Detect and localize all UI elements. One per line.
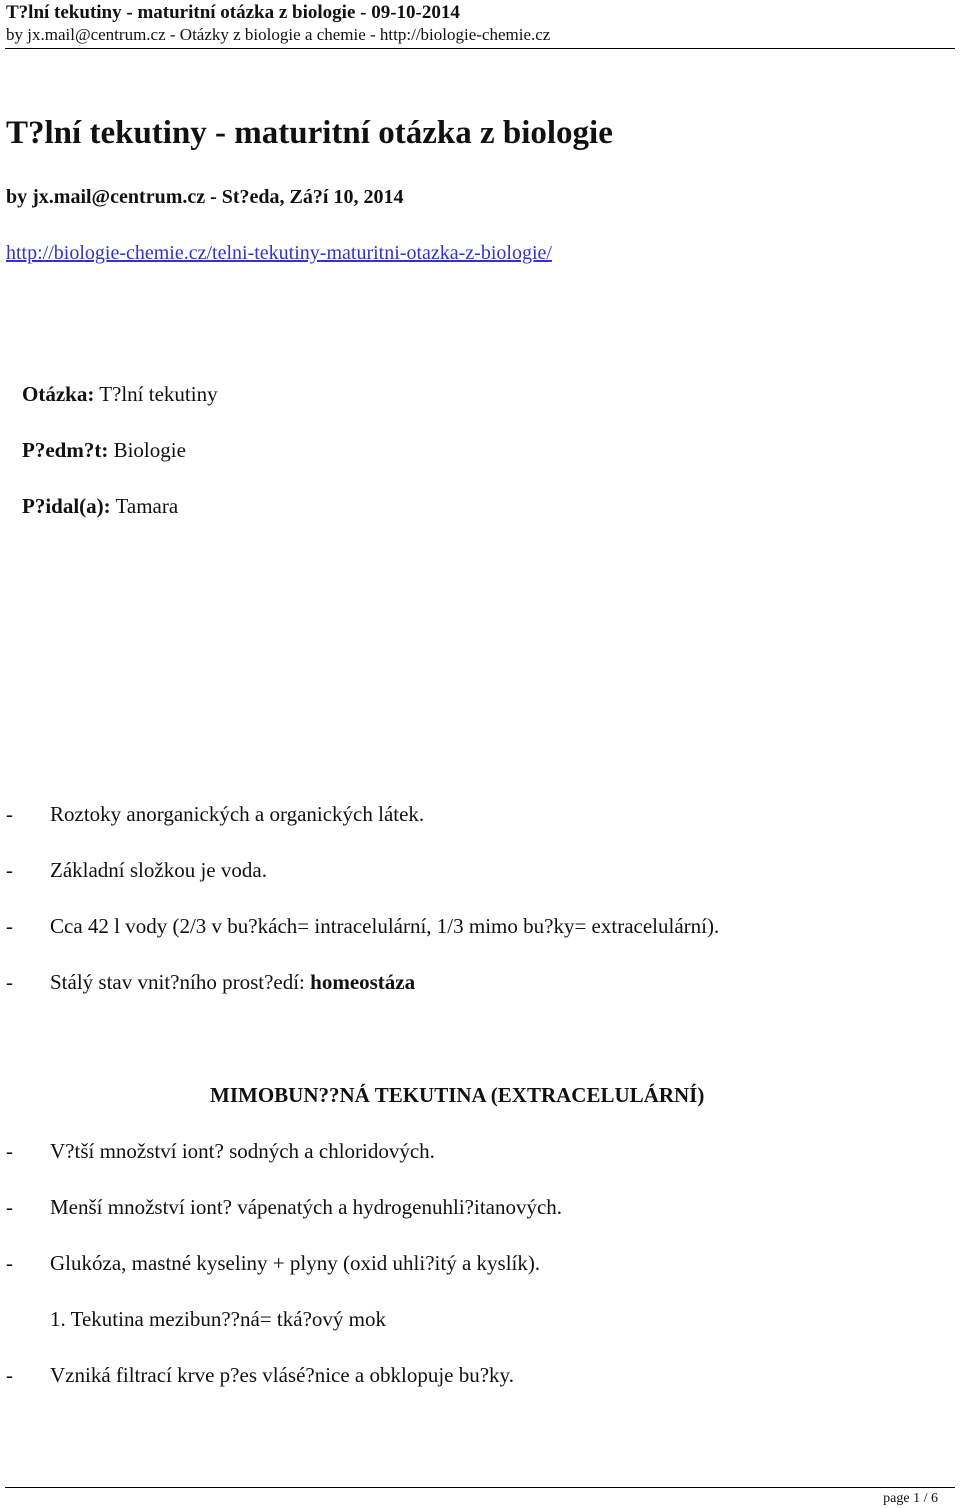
header-divider <box>5 48 955 49</box>
intro-text-1: Roztoky anorganických a organických látek. <box>50 802 425 826</box>
intro-list-item <box>6 858 267 883</box>
section-text-2: Menší množství iont? vápenatých a hydrogenuhli?itanových. <box>50 1195 563 1219</box>
meta-subject-value: Biologie <box>113 438 186 462</box>
meta-added-label: P?idal(a): <box>22 494 111 518</box>
meta-question <box>22 382 218 407</box>
section-text-1: V?tší množství iont? sodných a chloridových. <box>50 1139 435 1163</box>
list-dash: - <box>6 970 13 994</box>
section-list-item <box>6 1139 435 1164</box>
section-list-item <box>6 1251 540 1276</box>
meta-question-value: T?lní tekutiny <box>99 382 218 406</box>
article-url-link[interactable]: http://biologie-chemie.cz/telni-tekutiny-maturitni-otazka-z-biologie/ <box>6 242 552 264</box>
intro-list-item <box>6 802 424 827</box>
page-header-subtitle: by jx.mail@centrum.cz - Otázky z biologie a chemie - http://biologie-chemie.cz <box>6 25 551 44</box>
meta-added <box>22 494 178 519</box>
section-list-item <box>6 1195 562 1220</box>
intro-text-2: Základní složkou je voda. <box>50 858 267 882</box>
meta-added-value: Tamara <box>115 494 179 518</box>
section-list-item <box>6 1363 514 1388</box>
article-title: T?lní tekutiny - maturitní otázka z biologie <box>6 115 613 151</box>
page-header-title: T?lní tekutiny - maturitní otázka z biologie - 09-10-2014 <box>6 2 460 23</box>
intro-text-4: Stálý stav vnit?ního prost?edí: <box>50 970 311 994</box>
intro-list-item <box>6 914 719 939</box>
section-heading: MIMOBUN??NÁ TEKUTINA (EXTRACELULÁRNÍ) <box>210 1083 705 1107</box>
footer-divider <box>5 1487 955 1488</box>
list-dash: - <box>6 858 13 882</box>
meta-subject <box>22 438 186 463</box>
meta-question-label: Otázka: <box>22 382 95 406</box>
list-dash: - <box>6 1251 13 1275</box>
list-dash: - <box>6 1363 13 1387</box>
page-number: page 1 / 6 <box>883 1491 938 1506</box>
list-dash: - <box>6 914 13 938</box>
homeostasis-term: homeostáza <box>310 970 416 994</box>
last-line-text: Vzniká filtrací krve p?es vlásé?nice a obklopuje bu?ky. <box>50 1363 514 1387</box>
numbered-subheading: 1. Tekutina mezibun??ná= tká?ový mok <box>50 1307 386 1331</box>
article-byline: by jx.mail@centrum.cz - St?eda, Zá?í 10, 2014 <box>6 186 404 208</box>
intro-text-3: Cca 42 l vody (2/3 v bu?kách= intracelulární, 1/3 mimo bu?ky= extracelulární). <box>50 914 720 938</box>
intro-list-item <box>6 970 415 995</box>
list-dash: - <box>6 802 13 826</box>
section-text-3: Glukóza, mastné kyseliny + plyny (oxid uhli?itý a kyslík). <box>50 1251 541 1275</box>
meta-subject-label: P?edm?t: <box>22 438 109 462</box>
list-dash: - <box>6 1139 13 1163</box>
list-dash: - <box>6 1195 13 1219</box>
